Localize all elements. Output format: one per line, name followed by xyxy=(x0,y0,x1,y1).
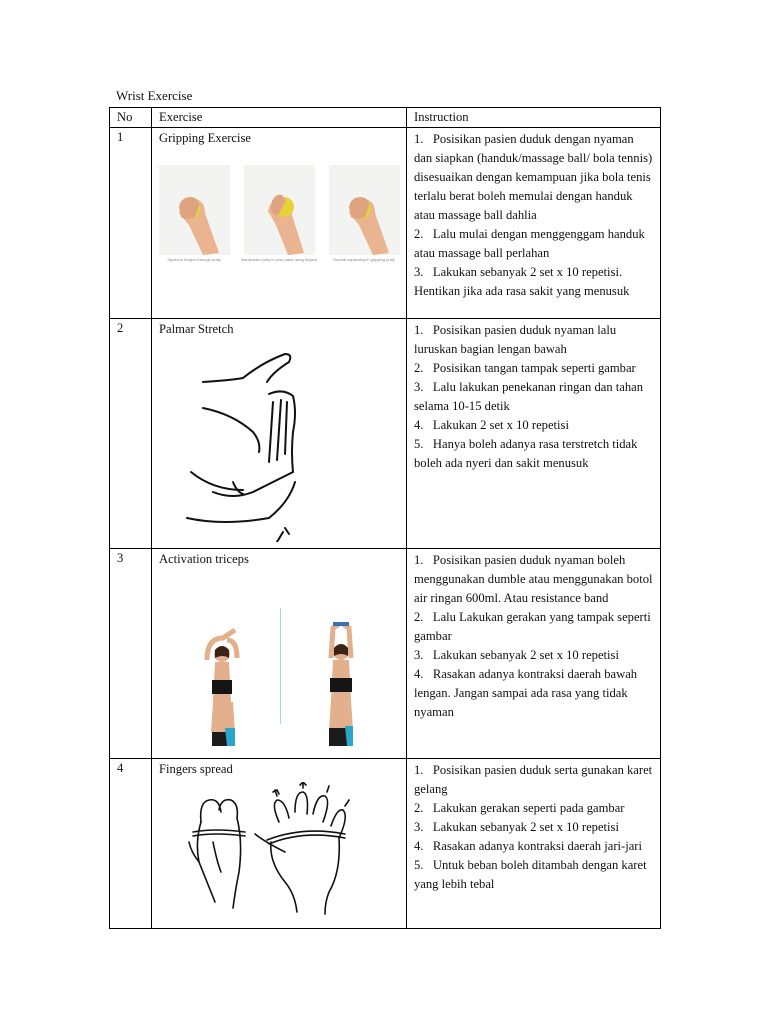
triceps-illustration xyxy=(159,568,400,756)
instruction-step: 1. Posisikan pasien duduk dengan nyaman dan siapkan (handuk/massage ball/ bola tennis) disesuaikan dengan kemampuan jika bola tenis terlalu berat boleh memulai dengan handuk atau massage ball dahlia xyxy=(414,132,653,222)
exercise-cell xyxy=(152,549,407,759)
header-exercise: Exercise xyxy=(152,108,407,128)
instruction-step: 2. Lalu Lakukan gerakan yang tampak seperti gambar xyxy=(414,610,651,643)
exercise-name: Gripping Exercise xyxy=(159,131,251,145)
fingers-spread-illustration xyxy=(159,778,400,926)
exercise-cell xyxy=(152,319,407,549)
table-row xyxy=(110,549,661,759)
instruction-step: 3. Lalu lakukan penekanan ringan dan tahan selama 10-15 detik xyxy=(414,380,644,413)
instruction-cell xyxy=(407,759,661,929)
instruction-step: 3. Lakukan sebanyak 2 set x 10 repetisi xyxy=(414,648,619,662)
triceps-figure-2 xyxy=(319,622,361,747)
triceps-figure-1 xyxy=(201,628,243,748)
instruction-step: 3. Lakukan sebanyak 2 set x 10 repetisi xyxy=(414,820,619,834)
gripping-caption-1: Squeeze fingers through putty xyxy=(167,257,221,262)
document-title: Wrist Exercise xyxy=(116,88,193,103)
exercise-name: Fingers spread xyxy=(159,762,233,776)
row-number: 4 xyxy=(110,759,152,929)
instruction-step: 1. Posisikan pasien duduk nyaman boleh menggunakan dumble atau menggunakan botol air ringan 600ml. Atau resistance band xyxy=(414,553,653,605)
instruction-cell xyxy=(407,319,661,549)
instruction-step: 5. Hanya boleh adanya rasa terstretch tidak boleh ada nyeri dan sakit menusuk xyxy=(414,437,638,470)
instruction-step: 4. Lakukan 2 set x 10 repetisi xyxy=(414,418,569,432)
divider-line xyxy=(280,608,281,724)
instruction-step: 4. Rasakan adanya kontraksi daerah jari-jari xyxy=(414,839,642,853)
row-number: 1 xyxy=(110,128,152,319)
row-number: 2 xyxy=(110,319,152,549)
exercise-name: Palmar Stretch xyxy=(159,322,234,336)
table-row xyxy=(110,319,661,549)
exercise-name: Activation triceps xyxy=(159,552,249,566)
gripping-photo-2 xyxy=(244,165,315,255)
instruction-step: 1. Posisikan pasien duduk serta gunakan karet gelang xyxy=(414,763,653,796)
instruction-step: 5. Untuk beban boleh ditambah dengan karet yang lebih tebal xyxy=(414,858,647,891)
gripping-photo-1 xyxy=(159,165,230,255)
instruction-cell xyxy=(407,549,661,759)
gripping-photo-3 xyxy=(329,165,400,255)
header-instruction: Instruction xyxy=(407,108,661,128)
exercise-table xyxy=(109,107,661,929)
table-row xyxy=(110,759,661,929)
header-no: No xyxy=(110,108,152,128)
exercise-cell xyxy=(152,759,407,929)
instruction-step: 4. Rasakan adanya kontraksi daerah bawah lengan. Jangan sampai ada rasa yang tidak nyaman xyxy=(414,667,638,719)
instruction-cell xyxy=(407,128,661,319)
row-number: 3 xyxy=(110,549,152,759)
palmar-stretch-illustration xyxy=(159,338,400,543)
instruction-step: 2. Posisikan tangan tampak seperti gambar xyxy=(414,361,636,375)
instruction-step: 2. Lakukan gerakan seperti pada gambar xyxy=(414,801,625,815)
instruction-step: 3. Lakukan sebanyak 2 set x 10 repetisi. Hentikan jika ada rasa sakit yang menusuk xyxy=(414,265,630,298)
table-row xyxy=(110,128,661,319)
gripping-caption-2: Manipulate putty in your palm using fingers xyxy=(240,257,318,262)
table-header-row xyxy=(110,108,661,128)
exercise-cell xyxy=(152,128,407,319)
instruction-step: 1. Posisikan pasien duduk nyaman lalu luruskan bagian lengan bawah xyxy=(414,323,617,356)
instruction-step: 2. Lalu mulai dengan menggenggam handuk atau massage ball perlahan xyxy=(414,227,645,260)
gripping-illustration xyxy=(159,147,400,307)
gripping-caption-3: Repeat squeezing in gripping putty xyxy=(333,257,395,262)
